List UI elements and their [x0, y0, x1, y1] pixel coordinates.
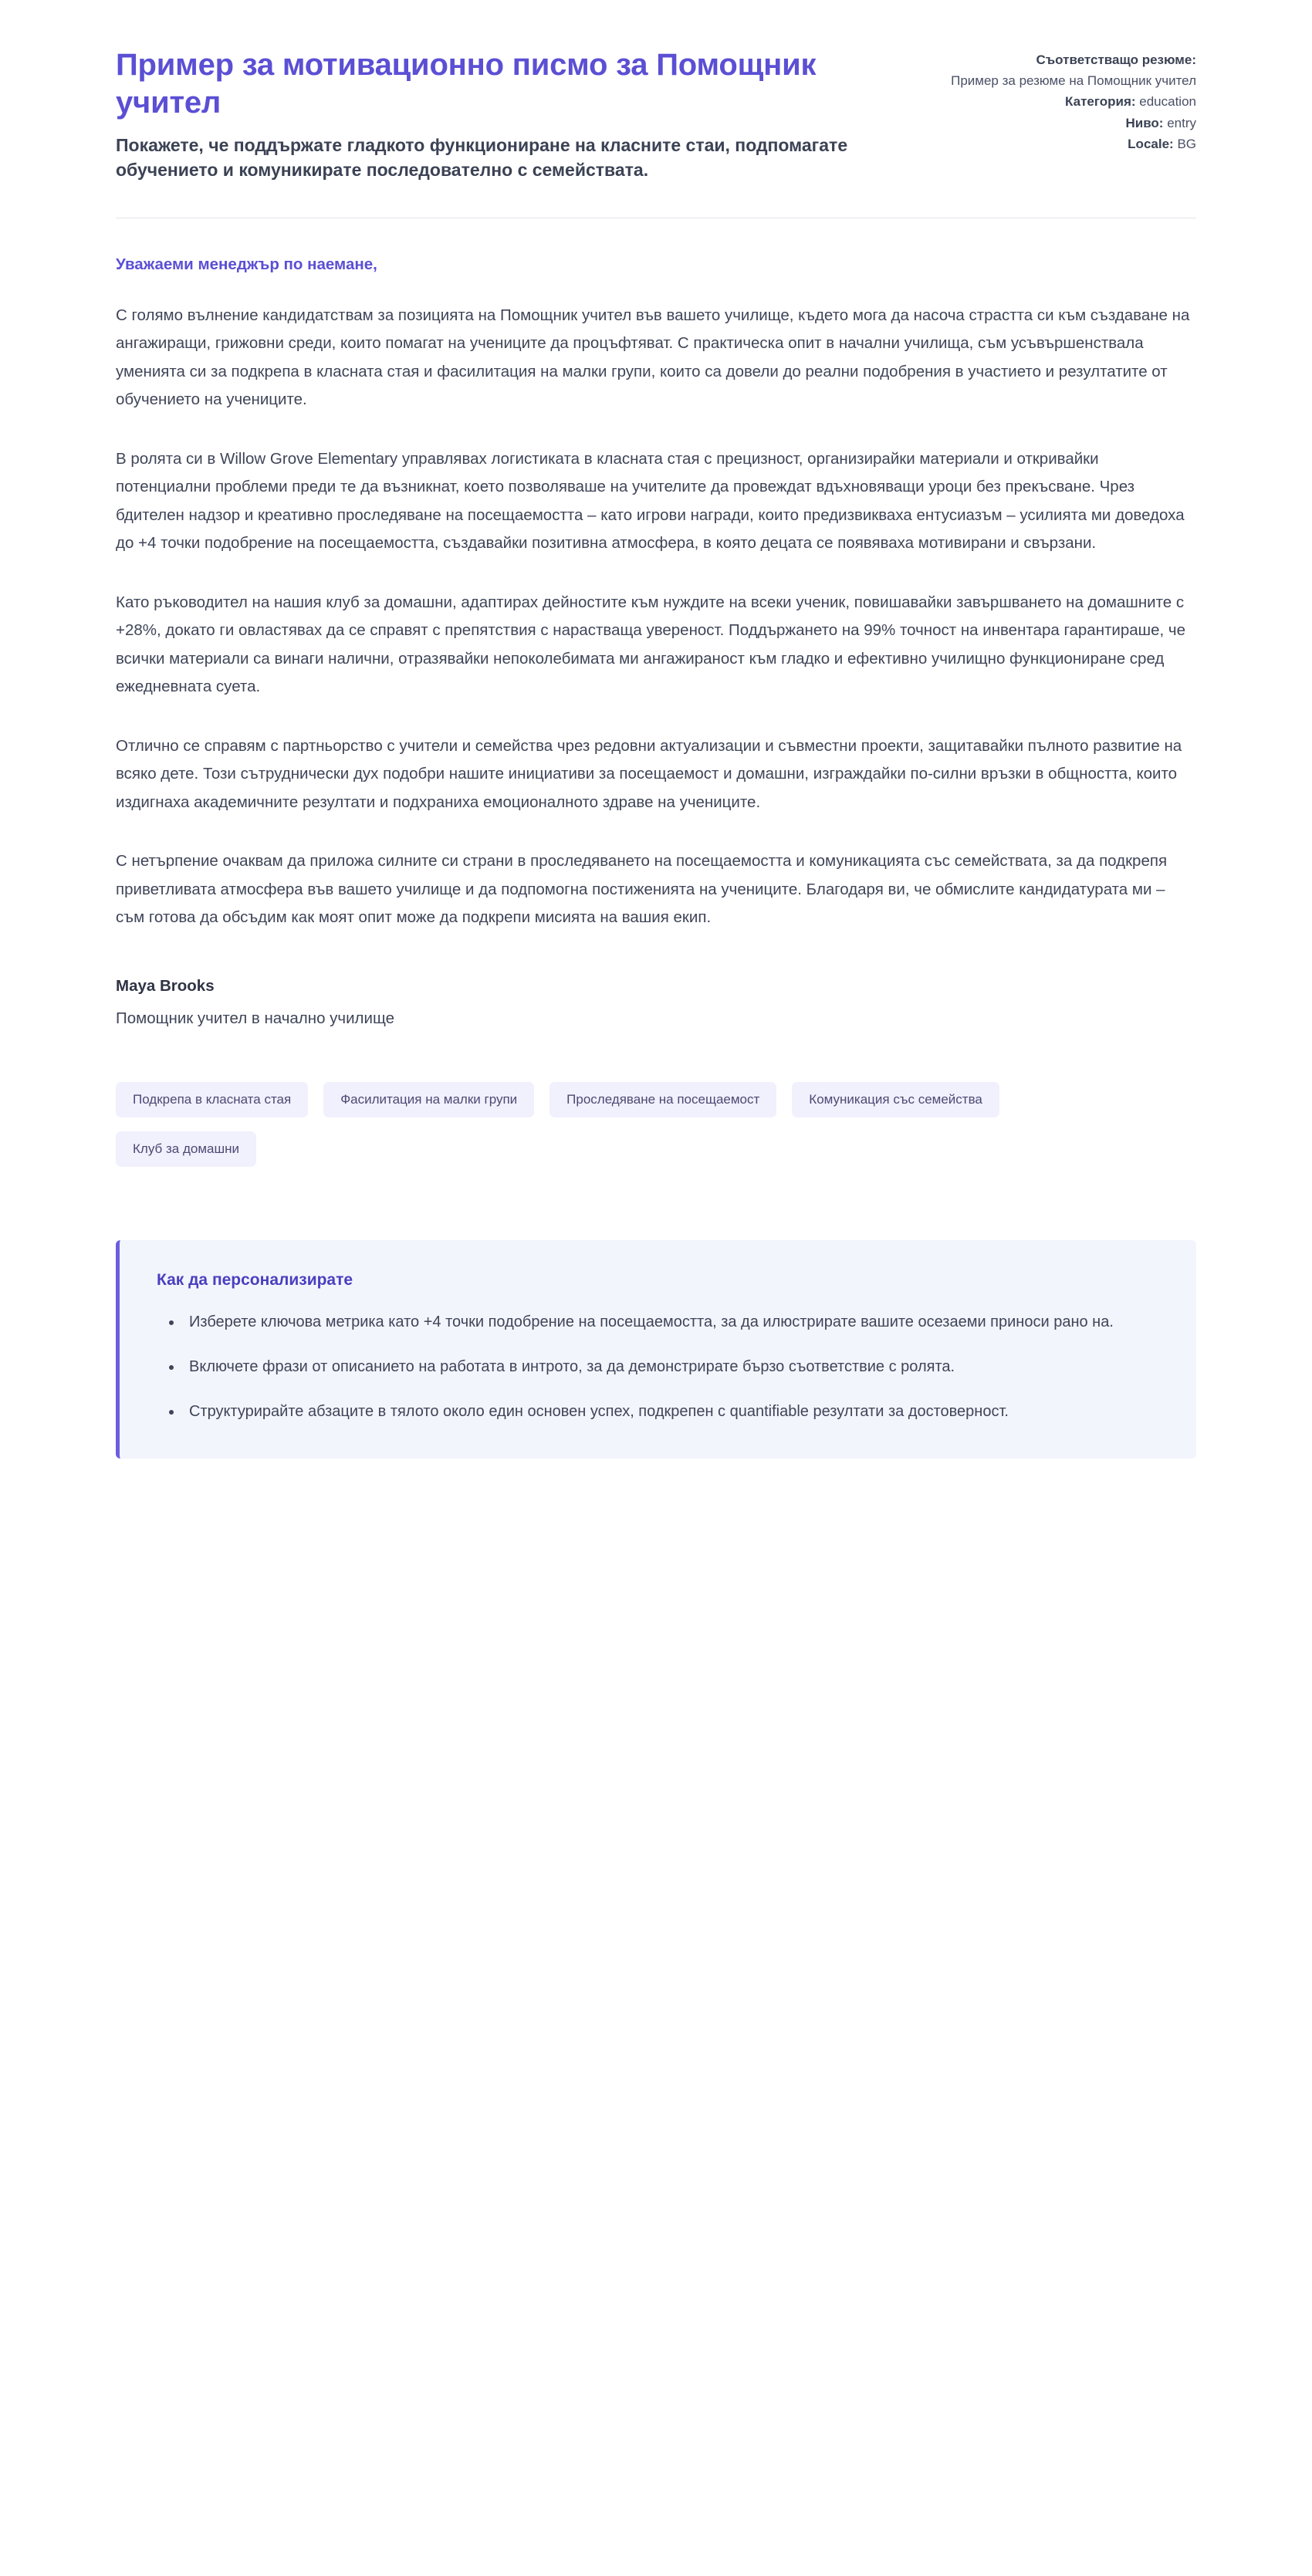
skill-tag: Проследяване на посещаемост [549, 1082, 776, 1117]
meta-locale-label: Locale: [1128, 136, 1174, 151]
tips-title: Как да персонализирате [157, 1270, 353, 1289]
letter-salutation: Уважаеми менеджър по наемане, [116, 255, 377, 273]
letter-paragraph: Като ръководител на нашия клуб за домашни, адаптирах дейностите към нуждите на всеки ученик, повишавайки завършването на домашните с +28%, докато ги овластявах да се справят с препятствия с нарастваща увереност. Поддържането на 99% точност на инвентара гарантираше, че всички материали са винаги налични, отразявайки непоколебимата ми ангажираност към гладко и ефективно училищно функциониране сред ежедневната суета. [116, 593, 1185, 696]
customization-tips-panel [116, 1240, 1196, 1459]
meta-resume-value: Пример за резюме на Помощник учител [951, 73, 1196, 89]
meta-level-label: Ниво: [1125, 115, 1164, 130]
skill-tag: Подкрепа в класната стая [116, 1082, 308, 1117]
letter-paragraph: В ролята си в Willow Grove Elementary управлявах логистиката в класната стая с прецизност, организирайки материали и откривайки потенциални проблеми преди те да възникнат, което позволяваше на учителите да провеждат вдъхновяващи уроци без прекъсване. Чрез бдителен надзор и креативно проследяване на посещаемостта – като игрови награди, които предизвикваха ентусиазъм – усилията ми доведоха до +4 точки подобрение на посещаемостта, създавайки позитивна атмосфера, в която децата се появяваха мотивирани и свързани. [116, 449, 1185, 553]
letter-paragraph: С нетърпение очаквам да приложа силните си страни в проследяването на посещаемостта и комуникацията със семействата, за да подкрепя приветливата атмосфера във вашето училище и да подпомогна постиженията на учениците. Благодаря ви, че обмислите кандидатурата ми – съм готова да обсъдим как моят опит може да подкрепи мисията на вашия екип. [116, 852, 1168, 927]
tips-list [157, 1310, 1159, 1425]
meta-level [942, 113, 1196, 134]
tips-list-item: • Включете фрази от описанието на работата в интрото, за да демонстрирате бързо съответствие с ролята. [183, 1354, 1159, 1379]
meta-category-value: education [1139, 94, 1196, 110]
skill-tag-list [116, 1082, 1065, 1167]
meta-category [942, 91, 1196, 112]
letter-paragraph: Отлично се справям с партньорство с учители и семейства чрез редовни актуализации и съвместни проекти, защитавайки пълното развитие на всяко дете. Този сътруднически дух подобри нашите инициативи за посещаемост и домашни, изграждайки по-силни връзки в общността, които издигнаха академичните резултати и подхраниха емоционалното здраве на учениците. [116, 736, 1182, 811]
meta-level-value: entry [1167, 115, 1196, 130]
meta-category-label: Категория: [1065, 94, 1136, 110]
skill-tag: Комуникация със семейства [792, 1082, 999, 1117]
letter-paragraph: С голямо вълнение кандидатствам за позицията на Помощник учител във вашето училище, където мога да насоча страстта си към създаване на ангажиращи, грижовни среди, които помагат на учениците да процъфтяват. С практическа опит в начални училища, съм усъвършенствала уменията си за подкрепа в класната стая и фасилитация на малки групи, които са довели до реални подобрения в участието и резултатите от обучението на учениците. [116, 306, 1190, 409]
signature-name: Maya Brooks [116, 976, 215, 995]
meta-locale-value: BG [1177, 136, 1196, 151]
page-title: Пример за мотивационно писмо за Помощник учител [116, 48, 817, 120]
header-text-block [116, 46, 895, 183]
skill-tag: Фасилитация на малки групи [323, 1082, 534, 1117]
document-meta [942, 46, 1196, 154]
tips-list-item: • Структурирайте абзаците в тялото около един основен успех, подкрепен с quantifiable резултати за достоверност. [183, 1399, 1159, 1424]
letter-body [116, 255, 1196, 1028]
meta-locale [942, 134, 1196, 154]
signature-role: Помощник учител в начално училище [116, 1009, 395, 1027]
skill-tag: Клуб за домашни [116, 1131, 256, 1167]
tips-list-item: • Изберете ключова метрика като +4 точки подобрение на посещаемостта, за да илюстрирате вашите осезаеми приноси рано на. [183, 1310, 1159, 1334]
meta-resume-heading: Съответстващо резюме: [1036, 52, 1196, 67]
document-header [116, 46, 1196, 183]
letter-signature [116, 977, 1196, 1028]
page-subtitle: Покажете, че поддържате гладкото функциониране на класните стаи, подпомагате обучението и комуникирате последователно с семействата. [116, 134, 848, 181]
